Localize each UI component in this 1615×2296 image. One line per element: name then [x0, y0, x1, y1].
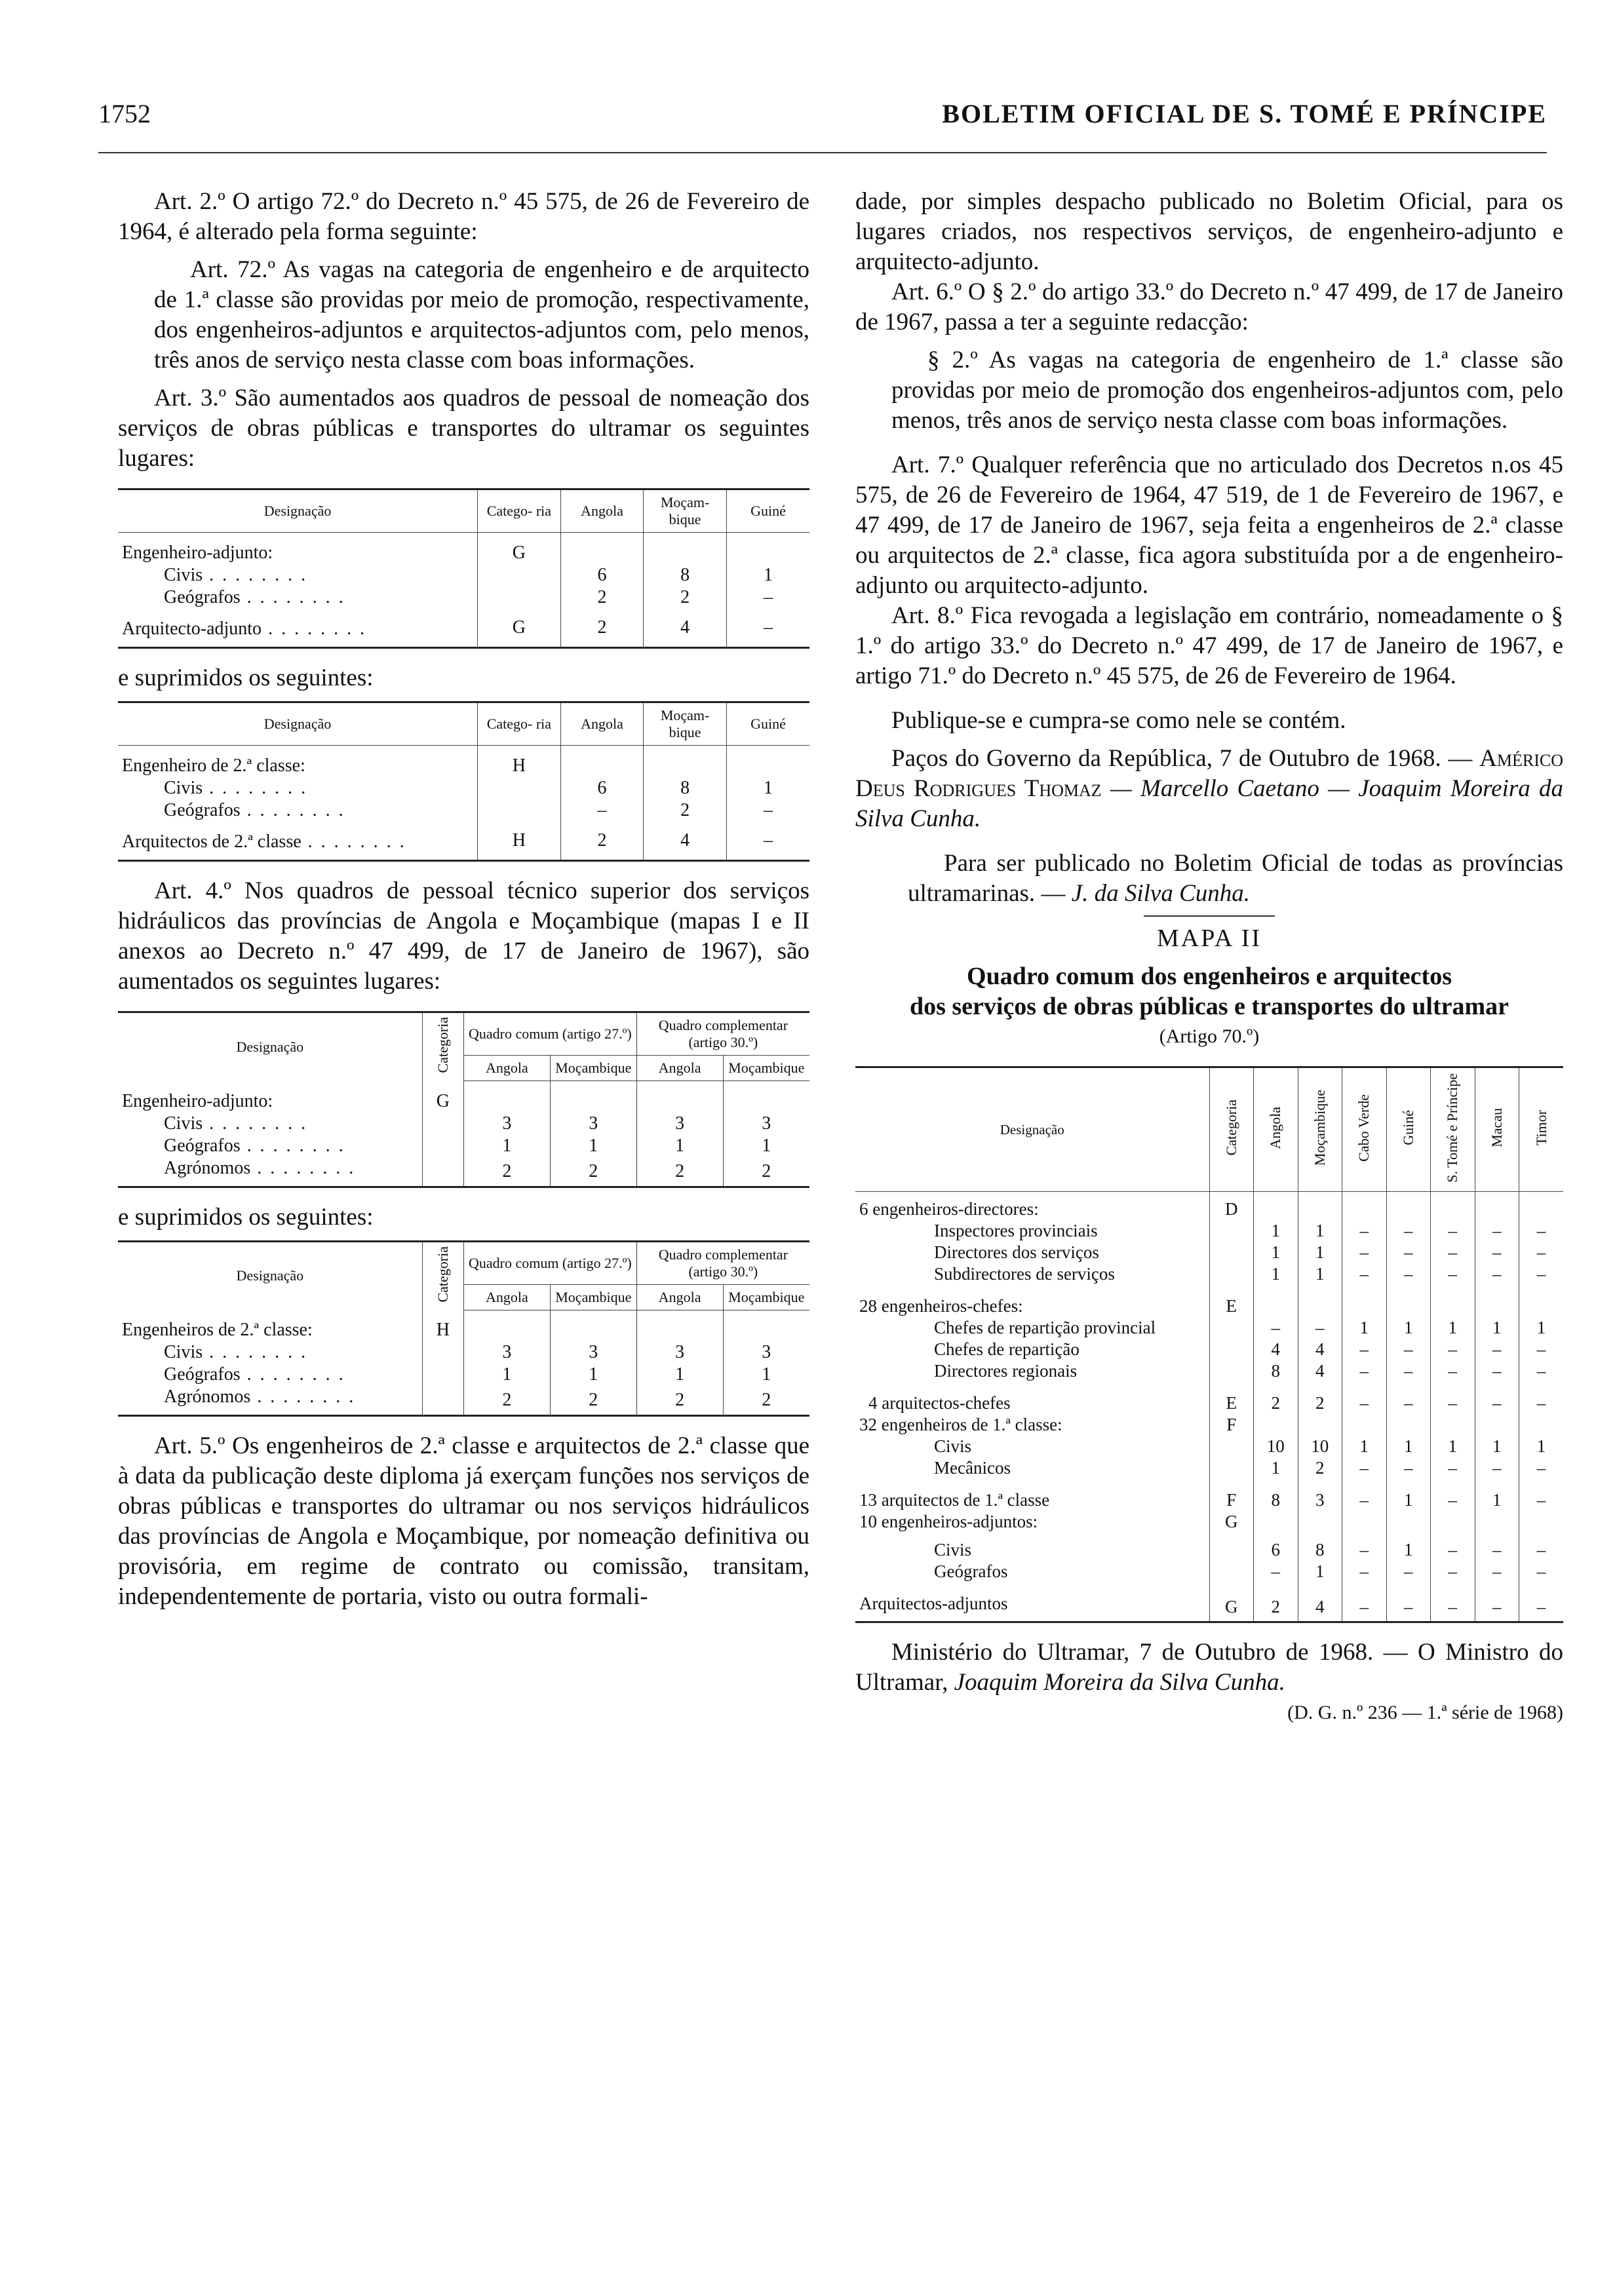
- table-row: Engenheiros de 2.ª classe: H: [118, 1310, 809, 1341]
- table-row: Civis . . . 6 8 1: [118, 564, 809, 586]
- diario-governo-reference: (D. G. n.º 236 — 1.ª série de 1968): [1287, 1702, 1563, 1723]
- table-row: 4 arquitectos-chefes E 2 2 – – – – –: [855, 1382, 1563, 1414]
- table-row: Geógrafos . . . – 2 –: [118, 799, 809, 822]
- col-angola: Angola: [560, 489, 644, 533]
- table-row: Arquitectos de 2.ª classe . . . H 2 4 –: [118, 822, 809, 861]
- table-mapa-ii: Designação Categoria Angola Moçambique Cabo Verde Guiné S. Tomé e Príncipe Macau Timor 6 engenheiros-directores: D Inspectores provinciais 1 1 – – – – – Directores dos serviços 1 1 – – – – – Subdirectores de serviços 1 1 – – – – – 28 engenheiros-chefes: E Chefes de repartição provincial – – 1 1 1 1 1 Chefes de repartição 4 4 – – – – – Directores regionais 8 4 – – – – – 4 arquitectos-chefes E 2 2 – – – – – 32 engenheiros de 1.ª classe: F Civis 10 10 1 1 1 1 1 Mecânicos 1 2 – – – – – 13 arquitectos de 1.ª classe F 8 3 – 1 – 1 – 10 engenheiros-adjuntos: G Civis 6 8 – 1 – – – Geógrafos – 1 – – – – – Arquitectos-adjuntos G 2 4 – – – – –: [855, 1066, 1563, 1623]
- continuation-paragraph: dade, por simples despacho publicado no Boletim Oficial, para os lugares criados, nos respectivos serviços, de engenheiro-adjunto e arquitecto-adjunto.: [855, 188, 1563, 275]
- table-row: Subdirectores de serviços 1 1 – – – – –: [855, 1263, 1563, 1285]
- col-guine: Guiné: [726, 489, 809, 533]
- table-suppressed-posts: Designação Catego- ria Angola Moçam- bique Guiné Engenheiro de 2.ª classe: H Civis . . . 6 8 1 Geógrafos . . . – 2 – Arquitectos de 2.ª classe . . . H 2 4 –: [118, 701, 809, 862]
- header-rule: [98, 152, 1547, 153]
- signatory-others: — Marcello Caetano — Joaquim Moreira da Silva Cunha.: [855, 775, 1563, 832]
- table-row: Civis . . . 6 8 1: [118, 777, 809, 799]
- table-row: Geógrafos . . . 2 2 –: [118, 586, 809, 609]
- table-row: Arquitecto-adjunto . . . G 2 4 –: [118, 609, 809, 648]
- table-row: Agrónomos . . . 2 2 2 2: [118, 1157, 809, 1187]
- table-row: Geógrafos . . . 1 1 1 1: [118, 1364, 809, 1386]
- publique-line: Publique-se e cumpra-se como nele se contém.: [891, 707, 1346, 734]
- table-increased-posts: [118, 488, 809, 649]
- table-hydraulic-suppressed: Designação Categoria Quadro comum (artigo 27.º) Quadro complementar (artigo 30.º) Angola Moçambique Angola Moçambique Engenheiros de 2.ª classe: H Civis . . . 3 3 3 3 Geógrafos . . . 1 1 1 1 Agrónomos . . . 2 2 2 2: [118, 1240, 809, 1417]
- art72-paragraph: Art. 72.º As vagas na categoria de engenheiro e de arquitecto de 1.ª classe são providas por meio de promoção, respectivamente, dos engenheiros-adjuntos e arquitectos-adjuntos com, pelo menos, três anos de serviço nesta classe com boas informações.: [154, 256, 809, 373]
- para-ser-publicado: Para ser publicado no Boletim Oficial de todas as províncias ultramarinas. — J. da Silva Cunha.: [908, 850, 1563, 907]
- table-row: 10 engenheiros-adjuntos: G: [855, 1511, 1563, 1533]
- table-row: Mecânicos 1 2 – – – – –: [855, 1457, 1563, 1479]
- art2-paragraph: Art. 2.º O artigo 72.º do Decreto n.º 45 575, de 26 de Fevereiro de 1964, é alterado pela forma seguinte:: [118, 188, 809, 245]
- art8-paragraph: Art. 8.º Fica revogada a legislação em contrário, nomeadamente o § 1.º do artigo 33.º do Decreto n.º 47 499, de 17 de Janeiro de 1967, e artigo 71.º do Decreto n.º 45 575, de 26 de Fevereiro de 1964.: [855, 602, 1563, 689]
- table-row: 28 engenheiros-chefes: E: [855, 1285, 1563, 1317]
- table-row: Civis . . . 3 3 3 3: [118, 1341, 809, 1364]
- page-header: [98, 98, 1547, 138]
- table-row: 32 engenheiros de 1.ª classe: F: [855, 1414, 1563, 1436]
- left-column: [118, 187, 809, 1612]
- suprimidos-label-1: e suprimidos os seguintes:: [118, 664, 374, 691]
- art3-paragraph: Art. 3.º São aumentados aos quadros de pessoal de nomeação dos serviços de obras públicas e transportes do ultramar os seguintes lugares:: [118, 385, 809, 472]
- table-row: Directores dos serviços 1 1 – – – – –: [855, 1242, 1563, 1263]
- table-row: Engenheiro-adjunto: G: [118, 1081, 809, 1113]
- mapa-subtitle-2: dos serviços de obras públicas e transportes do ultramar: [909, 993, 1509, 1020]
- signatory-thomaz: Américo Deus Rodrigues Thomaz: [855, 745, 1564, 802]
- table-row: Geógrafos – 1 – – – – –: [855, 1561, 1563, 1582]
- mapa-artigo: (Artigo 70.º): [1159, 1025, 1260, 1047]
- art7-paragraph: Art. 7.º Qualquer referência que no articulado dos Decretos n.os 45 575, de 26 de Fevereiro de 1964, 47 519, de 1 de Fevereiro de 1967, e 47 499, de 17 de Janeiro de 1967, seja feita a engenheiros de 2.ª classe ou arquitectos de 2.ª classe, fica agora substituída por a de engenheiro-adjunto ou arquitecto-adjunto.: [855, 451, 1563, 599]
- table-row: Chefes de repartição provincial – – 1 1 1 1 1: [855, 1317, 1563, 1339]
- publication-title: BOLETIM OFICIAL DE S. TOMÉ E PRÍNCIPE: [942, 99, 1547, 128]
- table-row: Civis 10 10 1 1 1 1 1: [855, 1436, 1563, 1457]
- table-row: Inspectores provinciais 1 1 – – – – –: [855, 1220, 1563, 1242]
- col-mocambique: Moçam- bique: [644, 489, 727, 533]
- ministerio-paragraph: Ministério do Ultramar, 7 de Outubro de 1968. — O Ministro do Ultramar, Joaquim Moreira da Silva Cunha.: [855, 1639, 1563, 1696]
- table-row: Chefes de repartição 4 4 – – – – –: [855, 1339, 1563, 1360]
- art6-paragraph: Art. 6.º O § 2.º do artigo 33.º do Decreto n.º 47 499, de 17 de Janeiro de 1967, passa a ter a seguinte redacção:: [855, 278, 1563, 335]
- right-column: [855, 187, 1563, 1728]
- separator-rule: [1144, 915, 1275, 917]
- mapa-subtitle-1: Quadro comum dos engenheiros e arquitectos: [967, 963, 1452, 990]
- pacos-paragraph: Paços do Governo da República, 7 de Outubro de 1968. — Américo Deus Rodrigues Thomaz — Marcello Caetano — Joaquim Moreira da Silva Cunha.: [855, 745, 1564, 832]
- table-row: Civis 6 8 – 1 – – –: [855, 1533, 1563, 1561]
- table-row: Agrónomos . . . 2 2 2 2: [118, 1386, 809, 1416]
- col-categoria: Catego- ria: [478, 489, 561, 533]
- table-row: Directores regionais 8 4 – – – – –: [855, 1360, 1563, 1382]
- suprimidos-label-2: e suprimidos os seguintes:: [118, 1203, 374, 1231]
- table-row: Engenheiro de 2.ª classe: H: [118, 746, 809, 778]
- col-designacao: Designação: [118, 489, 478, 533]
- table-row: Civis . . . 3 3 3 3: [118, 1113, 809, 1135]
- art5-paragraph: Art. 5.º Os engenheiros de 2.ª classe e arquitectos de 2.ª classe que à data da publicação deste diploma já exerçam funções nos serviços de obras públicas e transportes do ultramar ou nos serviços hidráulicos das províncias de Angola e Moçambique, por nomeação definitiva ou provisória, em regime de contrato ou comissão, transitam, independentemente de portaria, visto ou outra formali-: [118, 1432, 809, 1611]
- paragraph2-quote: § 2.º As vagas na categoria de engenheiro de 1.ª classe são providas por meio de promoção dos engenheiros-adjuntos com, pelo menos, três anos de serviço nesta classe com boas informações.: [891, 347, 1563, 434]
- mapa-title: MAPA II: [1156, 925, 1262, 952]
- table-row: Geógrafos . . . 1 1 1 1: [118, 1135, 809, 1157]
- table-row: Arquitectos-adjuntos G 2 4 – – – – –: [855, 1582, 1563, 1622]
- table-row: Engenheiro-adjunto: G: [118, 533, 809, 565]
- table-row: 6 engenheiros-directores: D: [855, 1192, 1563, 1221]
- table-row: 13 arquitectos de 1.ª classe F 8 3 – 1 – 1 –: [855, 1479, 1563, 1511]
- page-number: 1752: [98, 99, 151, 128]
- table-hydraulic-increased: Designação Categoria Quadro comum (artigo 27.º) Quadro complementar (artigo 30.º) Angola Moçambique Angola Moçambique Engenheiro-adjunto: G Civis . . . 3 3 3 3 Geógrafos . . . 1 1 1 1 Agrónomos . . . 2 2 2 2: [118, 1011, 809, 1188]
- art4-paragraph: Art. 4.º Nos quadros de pessoal técnico superior dos serviços hidráulicos das províncias de Angola e Moçambique (mapas I e II anexos ao Decreto n.º 47 499, de 17 de Janeiro de 1967), são aumentados os seguintes lugares:: [118, 877, 809, 995]
